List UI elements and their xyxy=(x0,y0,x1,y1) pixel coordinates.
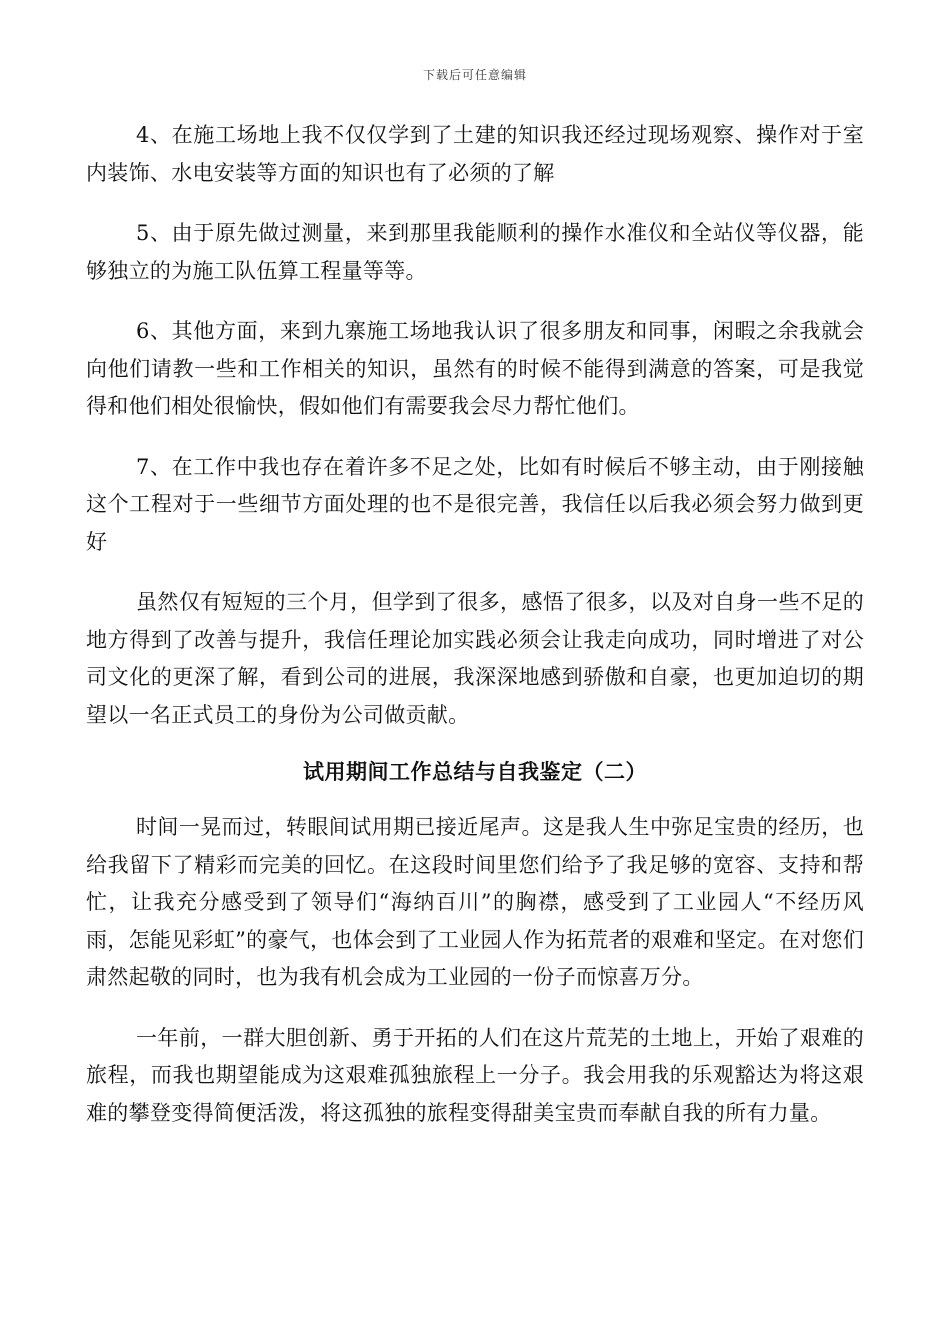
section-title: 试用期间工作总结与自我鉴定（二） xyxy=(303,759,647,784)
paragraph-item-4: 4、在施工场地上我不仅仅学到了土建的知识我还经过现场观察、操作对于室内装饰、水电安装等方面的知识也有了必须的了解 xyxy=(86,123,864,185)
paragraph-item-7: 7、在工作中我也存在着许多不足之处，比如有时候后不够主动，由于刚接触这个工程对于一些细节方面处理的也不是很完善，我信任以后我必须会努力做到更好 xyxy=(86,454,864,554)
paragraph-item-6: 6、其他方面，来到九寨施工场地我认识了很多朋友和同事，闲暇之余我就会向他们请教一些和工作相关的知识，虽然有的时候不能得到满意的答案，可是我觉得和他们相处很愉快，假如他们有需要我会尽力帮忙他们。 xyxy=(86,319,864,418)
paragraph-history: 一年前，一群大胆创新、勇于开拓的人们在这片荒芜的土地上，开始了艰难的旅程，而我也期望能成为这艰难孤独旅程上一分子。我会用我的乐观豁达为将这艰难的攀登变得简便活泼，将这孤独的旅程变得甜美宝贵而奉献自我的所有力量。 xyxy=(86,1025,864,1125)
paragraph-intro: 时间一晃而过，转眼间试用期已接近尾声。这是我人生中弥足宝贵的经历，也给我留下了精彩而完美的回忆。在这段时间里您们给予了我足够的宽容、支持和帮忙，让我充分感受到了领导们“海纳百川”的胸襟，感受到了工业园人“不经历风雨，怎能见彩虹”的豪气，也体会到了工业园人作为拓荒者的艰难和坚定。在对您们肃然起敬的同时，也为我有机会成为工业园的一份子而惊喜万分。 xyxy=(86,815,864,989)
document-body xyxy=(86,117,864,1155)
paragraph-summary: 虽然仅有短短的三个月，但学到了很多，感悟了很多，以及对自身一些不足的地方得到了改善与提升，我信任理论加实践必须会让我走向成功，同时增进了对公司文化的更深了解，看到公司的进展，我深深地感到骄傲和自豪，也更加迫切的期望以一名正式员工的身份为公司做贡献。 xyxy=(86,590,864,727)
paragraph-item-5: 5、由于原先做过测量，来到那里我能顺利的操作水准仪和全站仪等仪器，能够独立的为施工队伍算工程量等等。 xyxy=(86,221,864,283)
page-header: 下载后可任意编辑 xyxy=(422,68,527,82)
